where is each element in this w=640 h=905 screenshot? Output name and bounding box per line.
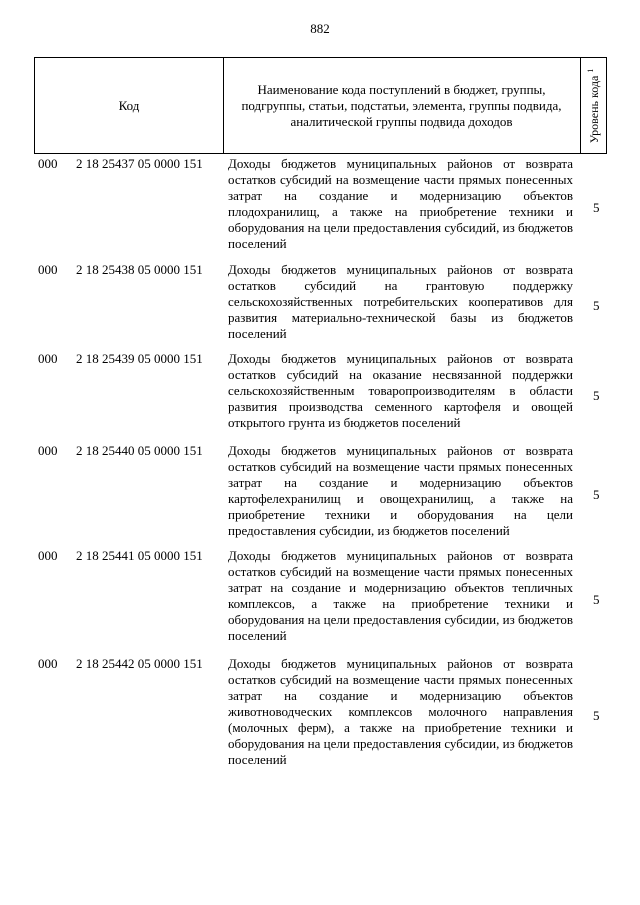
income-description: Доходы бюджетов муниципальных районов от возврата остатков субсидий на возмещение части прямых понесенных затрат на создание и модернизацию объектов картофелехранилищ и овощехранилищ, а также на приобретение техники и оборудования на цели предоставления субсидии, из бюджетов поселений [228,443,573,538]
income-description: Доходы бюджетов муниципальных районов от возврата остатков субсидий на возмещение части прямых понесенных затрат на создание и модернизацию объектов плодохранилищ, а также на приобретение техники и оборудования на цели предоставления субсидий, из бюджетов поселений [228,156,573,251]
budget-code: 2 18 25442 05 0000 151 [76,656,203,671]
page-number: 882 [310,21,330,36]
header-name: Наименование кода поступлений в бюджет, группы, подгруппы, статьи, подстатьи, элемента, группы подвида, аналитической группы подвида доходов [241,81,562,129]
header-level-text: Уровень кода [587,75,601,143]
admin-code: 000 [38,156,58,171]
admin-code: 000 [38,262,58,277]
admin-code: 000 [38,443,58,458]
income-description: Доходы бюджетов муниципальных районов от возврата остатков субсидий на оказание несвязанной поддержки сельскохозяйственным товаропроизводителям в области развития производства семенного картофеля и овощей открытого грунта из бюджетов поселений [228,351,573,430]
income-description: Доходы бюджетов муниципальных районов от возврата остатков субсидий на возмещение части прямых понесенных затрат на создание и модернизацию объектов животноводческих комплексов молочного направления (молочных ферм), а также на приобретение техники и оборудования на цели предоставления субсидии, из бюджетов поселений [228,656,573,767]
code-level: 5 [593,487,600,502]
header-level [580,58,607,153]
budget-code: 2 18 25438 05 0000 151 [76,262,203,277]
table-header [34,57,607,154]
code-level: 5 [593,200,600,215]
header-level-footnote: 1 [586,68,595,73]
income-description: Доходы бюджетов муниципальных районов от возврата остатков субсидий на грантовую поддержку сельскохозяйственных потребительских кооперативов для развития материально-технической базы из бюджетов поселений [228,262,573,341]
admin-code: 000 [38,351,58,366]
code-level: 5 [593,298,600,313]
budget-code: 2 18 25440 05 0000 151 [76,443,203,458]
admin-code: 000 [38,656,58,671]
admin-code: 000 [38,548,58,563]
code-level: 5 [593,592,600,607]
budget-code: 2 18 25439 05 0000 151 [76,351,203,366]
income-description: Доходы бюджетов муниципальных районов от возврата остатков субсидий на возмещение части прямых понесенных затрат на создание и модернизацию объектов тепличных комплексов, а также на приобретение техники и оборудования на цели предоставления субсидии, из бюджетов поселений [228,548,573,643]
code-level: 5 [593,388,600,403]
header-level-label [586,68,602,143]
budget-code: 2 18 25441 05 0000 151 [76,548,203,563]
code-level: 5 [593,708,600,723]
header-code: Код [35,58,224,153]
budget-code: 2 18 25437 05 0000 151 [76,156,203,171]
